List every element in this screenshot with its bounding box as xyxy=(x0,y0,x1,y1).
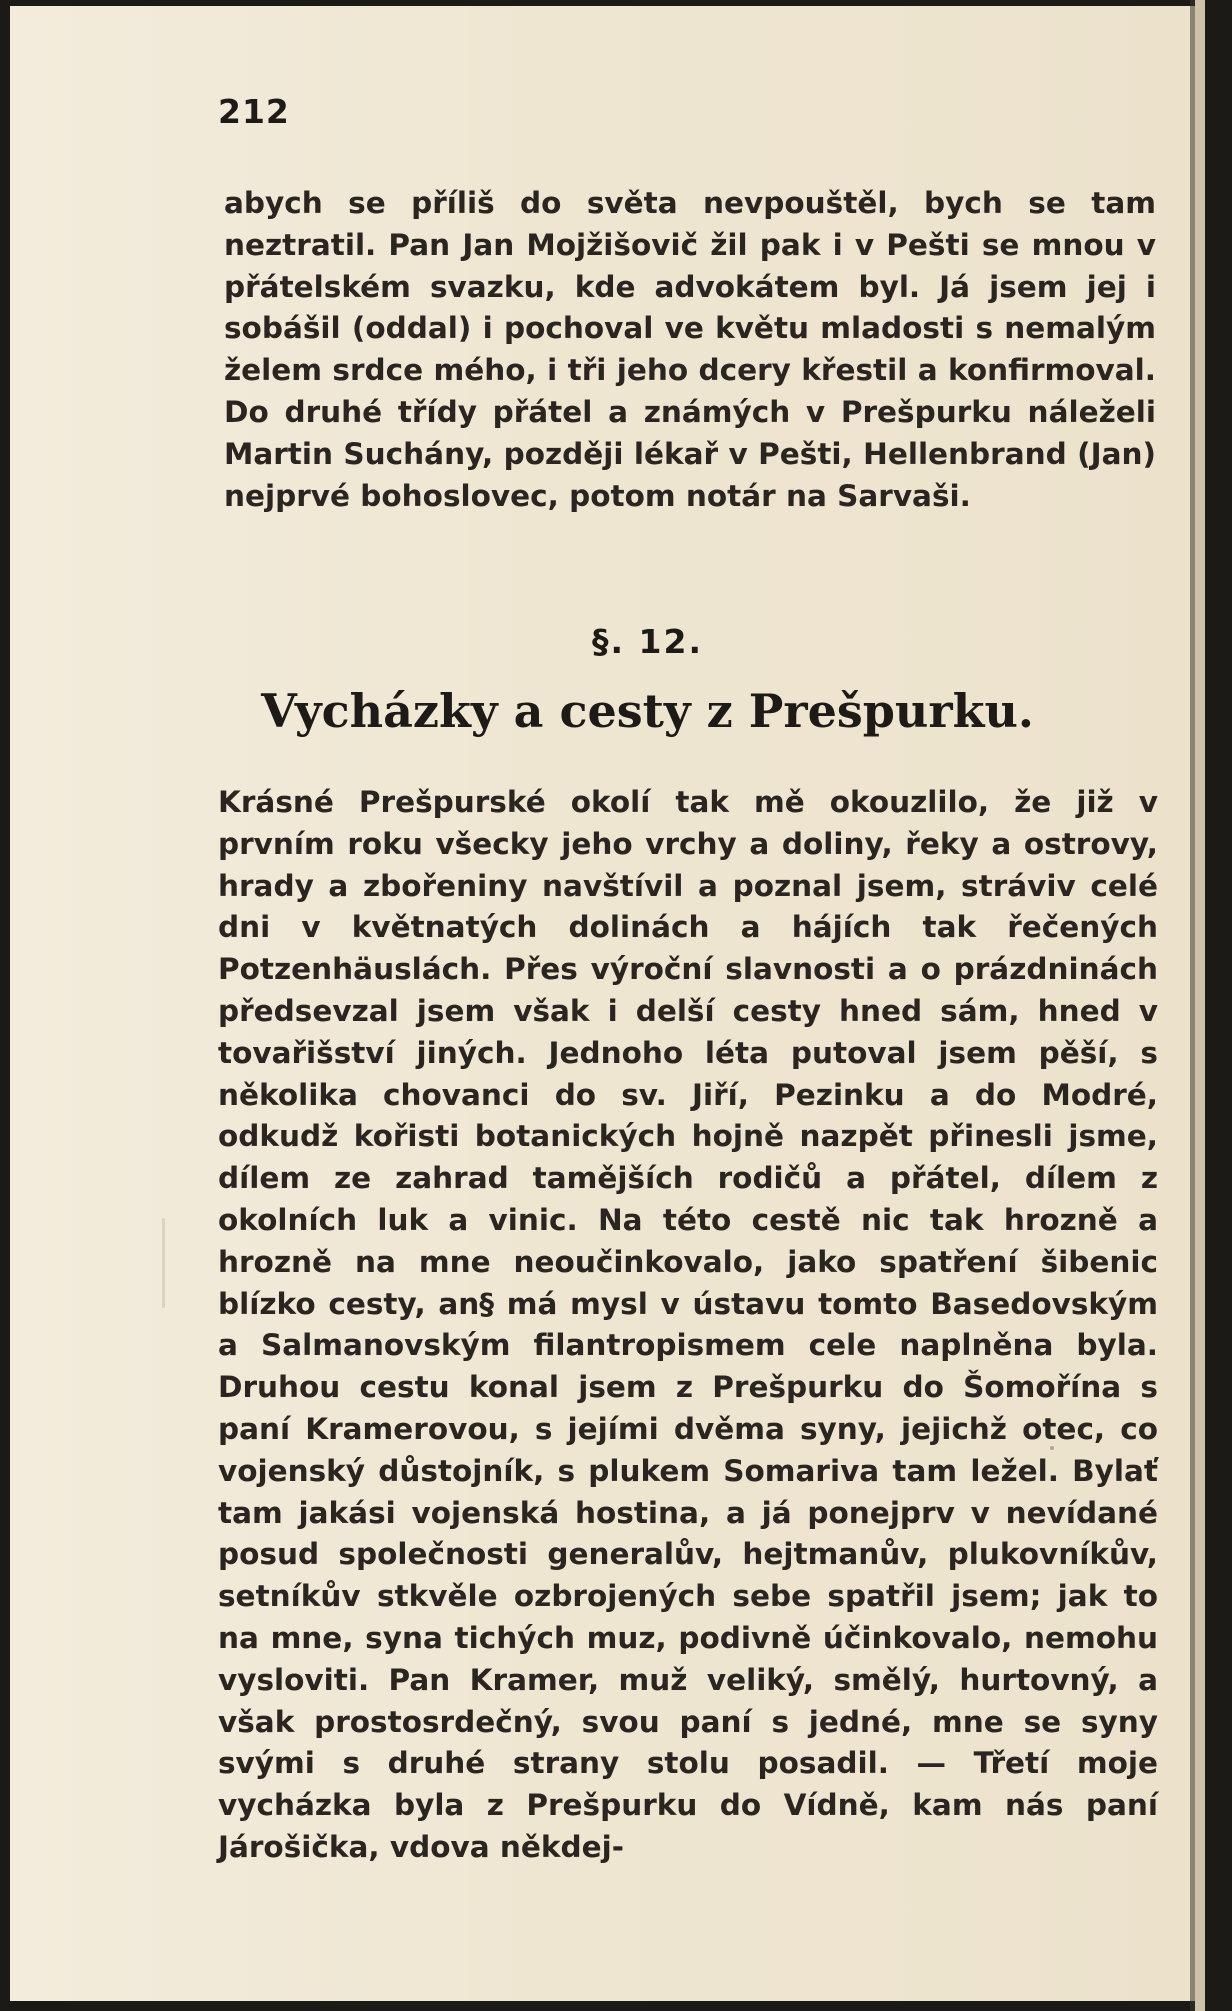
paper-speck xyxy=(162,1218,165,1308)
paragraph-section-body: Krásné Prešpurské okolí tak mě okouzlilo, že již v prvním roku všecky jeho vrchy a doliny, řeky a ostrovy, hrady a zbořeniny navštívil a poznal jsem, stráviv celé dni v květnatých dolinách a hájích tak řečených Potzenhäuslách. Přes výroční slavnosti a o prázdninách předsevzal jsem však i delší cesty hned sám, hned v tovařišství jiných. Jednoho léta putoval jsem pěší, s několika chovanci do sv. Jiří, Pezinku a do Modré, odkudž kořisti botanických hojně nazpět přinesli jsme, dílem ze zahrad tamějších rodičů a přátel, dílem z okolních luk a vinic. Na této cestě nic tak hrozně a hrozně na mne neoučinkovalo, jako spatření šibenic blízko cesty, an§ má mysl v ústavu tomto Basedovským a Salmanovským filantropismem cele naplněna byla. Druhou cestu konal jsem z Prešpurku do Šomořína s paní Kramerovou, s jejími dvěma syny, jejichž otec, co vojenský důstojník, s plukem Somariva tam ležel. Bylať tam jakási vojenská hostina, a já ponejprv v nevídané posud společnosti generalův, hejtmanův, plukovníkův, setníkův stkvěle ozbrojených sebe spatřil jsem; jak to na mne, syna tichých muz, podivně účinkovalo, nemohu vysloviti. Pan Kramer, muž veliký, smělý, hurtovný, a však prostosrdečný, svou paní s jedné, mne se syny svými s druhé strany stolu posadil. — Třetí moje vycházka byla z Prešpurku do Vídně, kam nás paní Járošička, vdova někdej- xyxy=(218,785,1158,1864)
paragraph-continued: abych se příliš do světa nevpouštěl, bych se tam neztratil. Pan Jan Mojžišovič žil pak i v Pešti se mnou v přátelském svazku, kde advokátem byl. Já jsem jej i sobášil (oddal) i pochoval ve květu mladosti s nemalým želem srdce mého, i tři jeho dcery křestil a konfirmoval. Do druhé třídy přátel a známých v Prešpurku náleželi Martin Suchány, později lékař v Pešti, Hellenbrand (Jan) nejprvé bohoslovec, potom notár na Sarvaši. xyxy=(224,186,1156,513)
section-number: §. 12. xyxy=(592,622,703,661)
section-title: Vycházky a cesty z Prešpurku. xyxy=(261,684,1034,738)
paper-speck xyxy=(1050,1446,1054,1450)
page-number: 212 xyxy=(218,92,290,131)
book-page xyxy=(10,6,1195,2001)
page-edge xyxy=(1195,0,1205,2011)
